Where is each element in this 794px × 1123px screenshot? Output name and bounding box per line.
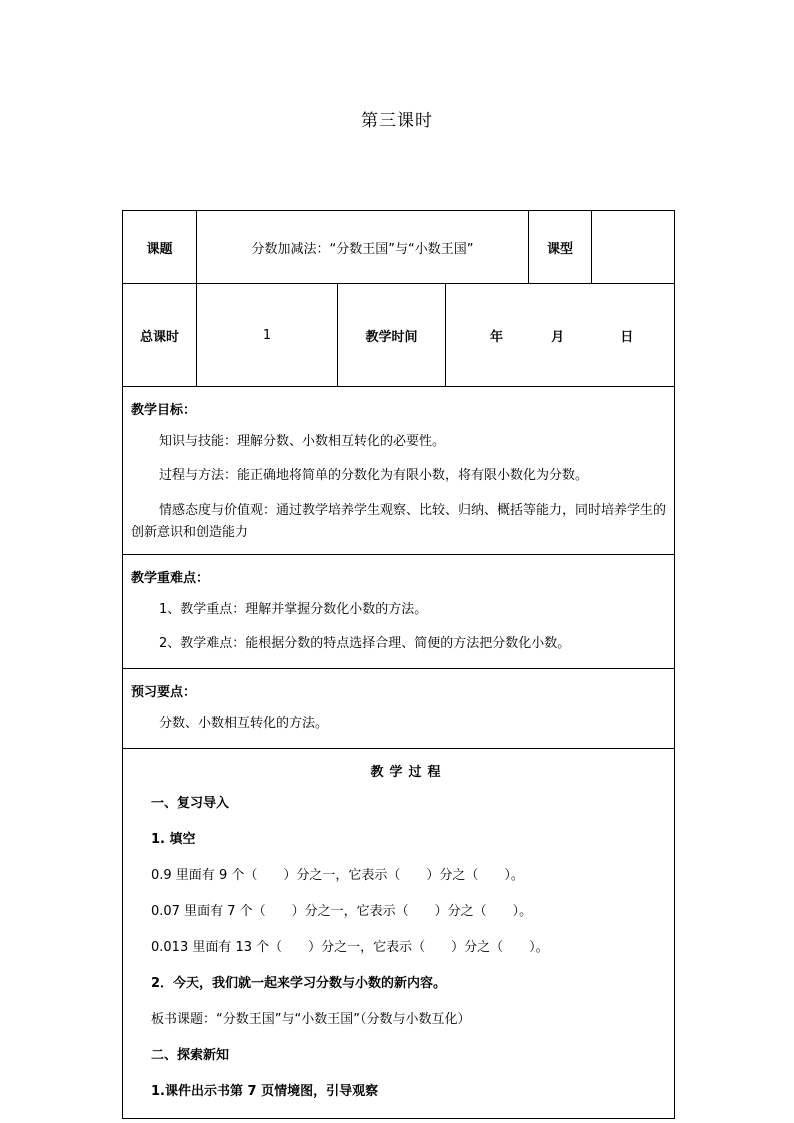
key-points-row [123, 555, 675, 669]
subject-label: 课题 [123, 211, 197, 284]
type-value [592, 211, 675, 284]
objectives-title: 教学目标： [131, 403, 197, 418]
preview-content: 分数、小数相互转化的方法。 [159, 716, 329, 731]
section-explore: 二、探索新知 [151, 1048, 230, 1063]
date-day: 日 [620, 329, 634, 345]
objective-emotion: 情感态度与价值观：通过教学培养学生观察、比较、归纳、概括等能力，同时培养学生的创新意识和创造能力 [131, 503, 667, 540]
key-points-title: 教学重难点： [131, 571, 210, 586]
process-row [123, 749, 675, 1119]
key-point-2: 2、教学难点：能根据分数的特点选择合理、简便的方法把分数化小数。 [159, 636, 571, 651]
key-point-1: 1、教学重点：理解并掌握分数化小数的方法。 [159, 602, 428, 617]
section-review: 一、复习导入 [151, 796, 230, 811]
subject-value: 分数加减法：“分数王国”与“小数王国” [197, 211, 529, 284]
lesson-plan-table [122, 210, 675, 1119]
fill-blank-1: 0.9 里面有 9 个（ ）分之一，它表示（ ）分之（ ）。 [151, 868, 524, 883]
objective-process: 过程与方法：能正确地将简单的分数化为有限小数，将有限小数化为分数。 [159, 468, 589, 483]
total-hours-value: 1 [197, 284, 338, 387]
key-points-section [123, 555, 675, 669]
fill-blank-2: 0.07 里面有 7 个（ ）分之一，它表示（ ）分之（ ）。 [151, 904, 533, 919]
process-section [123, 749, 675, 1119]
subsection-today: 2．今天，我们就一起来学习分数与小数的新内容。 [151, 976, 447, 991]
preview-row [123, 669, 675, 749]
hours-row [123, 284, 675, 387]
objectives-section [123, 387, 675, 555]
preview-title: 预习要点： [131, 685, 197, 700]
objective-knowledge: 知识与技能：理解分数、小数相互转化的必要性。 [159, 434, 446, 449]
subsection-fill-blank: 1. 填空 [151, 832, 196, 847]
page-title: 第三课时 [361, 111, 433, 131]
fill-blank-3: 0.013 里面有 13 个（ ）分之一，它表示（ ）分之（ ）。 [151, 940, 549, 955]
teaching-time-label: 教学时间 [338, 284, 446, 387]
date-year: 年 [490, 329, 504, 345]
subsection-courseware: 1.课件出示书第 7 页情境图，引导观察 [151, 1084, 379, 1099]
process-title: 教学过程 [370, 765, 447, 780]
total-hours-label: 总课时 [123, 284, 197, 387]
date-month: 月 [551, 329, 565, 345]
board-title: 板书课题：“分数王国”与“小数王国”（分数与小数互化） [151, 1012, 471, 1027]
subject-row [123, 211, 675, 284]
preview-section [123, 669, 675, 749]
objectives-row [123, 387, 675, 555]
type-label: 课型 [529, 211, 592, 284]
teaching-date [446, 284, 675, 387]
